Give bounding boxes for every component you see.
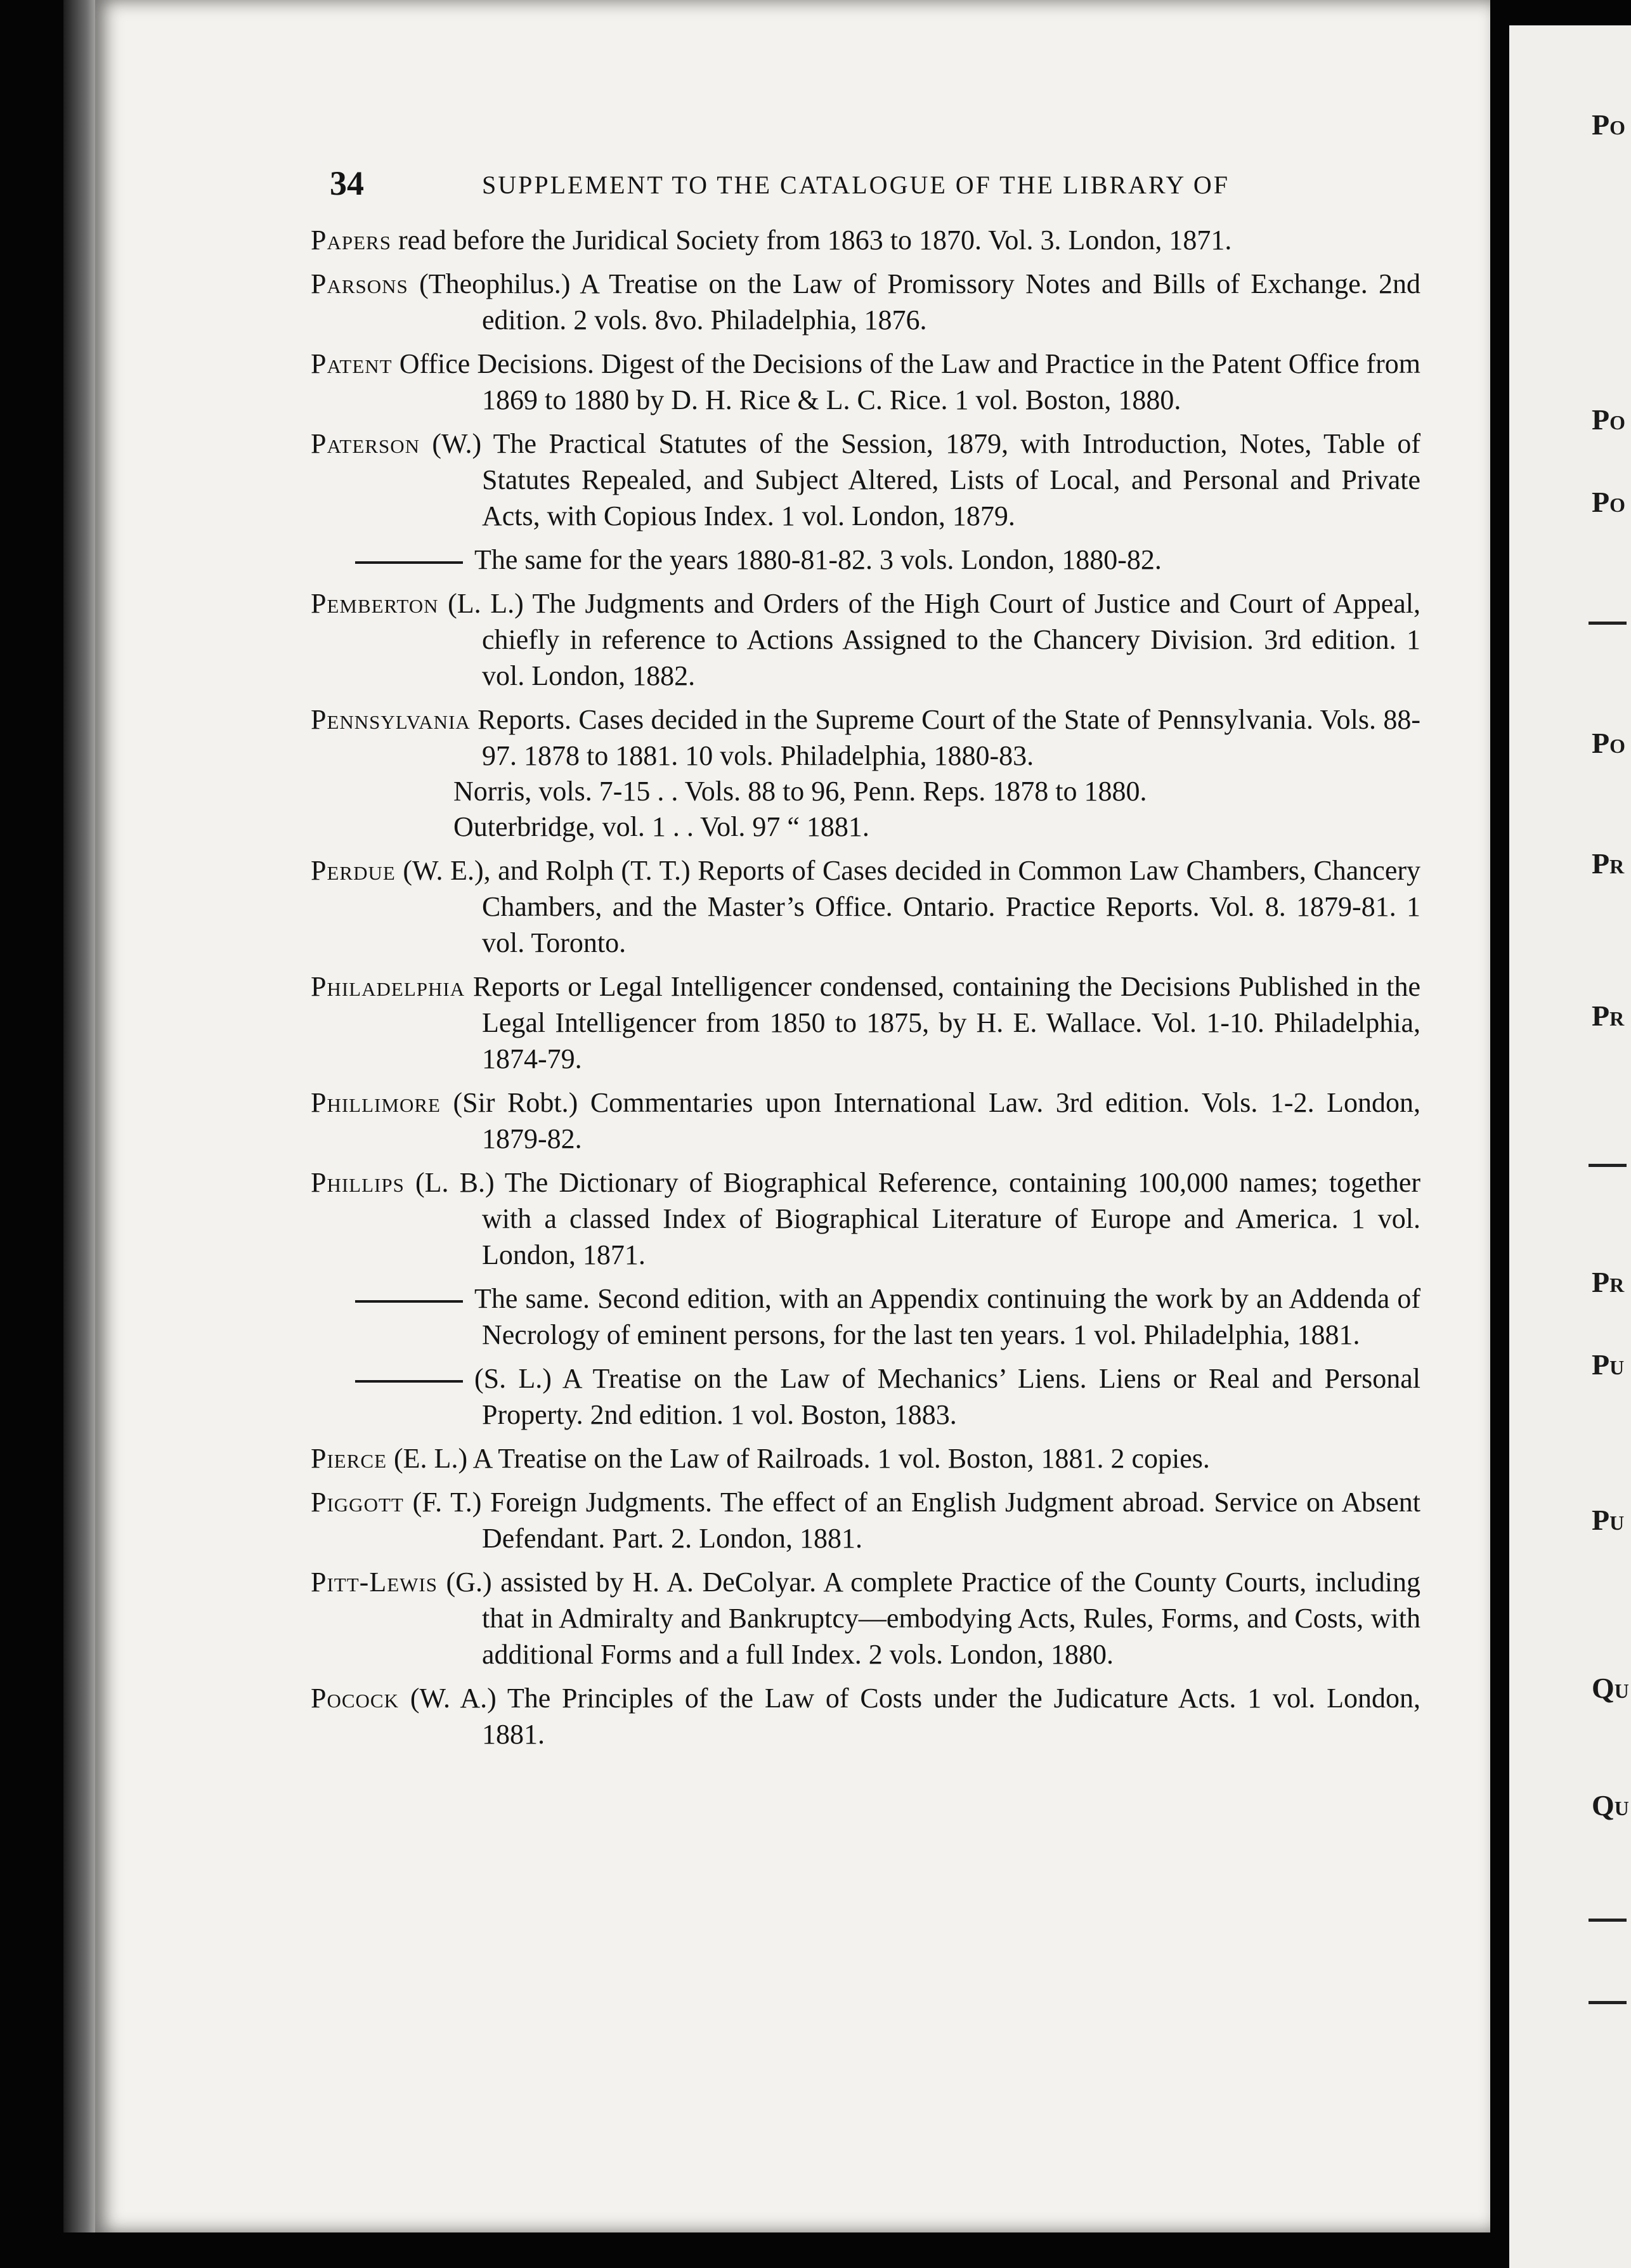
entry-text: (Sir Robt.) Commentaries upon International Law. 3rd edition. Vols. 1-2. London, 1879-82. <box>453 1087 1421 1154</box>
facing-page-fragment: Po <box>1592 403 1625 436</box>
catalogue-entry <box>311 1085 1420 1157</box>
continuation-entry <box>311 1360 1420 1433</box>
facing-page-fragment: Pu <box>1592 1504 1625 1536</box>
facing-page-rule <box>1589 1164 1627 1167</box>
entry-text: (L. B.) The Dictionary of Biographical Reference, containing 100,000 names; together with a classed Index of Biographical Literature of Europe and America. 1 vol. London, 1871. <box>415 1167 1421 1270</box>
catalogue-entry <box>311 1680 1420 1752</box>
continuation-entry <box>311 542 1420 578</box>
catalogue-entry <box>311 1440 1420 1476</box>
ditto-rule <box>355 1300 463 1303</box>
facing-page-rule <box>1589 1919 1627 1922</box>
entry-heading: Pitt-Lewis <box>311 1567 438 1598</box>
entry-heading: Paterson <box>311 428 420 459</box>
continuation-entry <box>311 1281 1420 1353</box>
catalogue-entry <box>311 426 1420 534</box>
facing-page-fragment: Qu <box>1592 1672 1629 1704</box>
entry-subline: Outerbridge, vol. 1 . . Vol. 97 “ 1881. <box>453 811 869 842</box>
facing-page-fragment: Pr <box>1592 1266 1625 1298</box>
entry-heading: Parsons <box>311 268 408 299</box>
entry-text: (S. L.) A Treatise on the Law of Mechanics’ Liens. Liens or Real and Personal Property. 2nd edition. 1 vol. Boston, 1883. <box>474 1363 1420 1430</box>
entry-text: Reports. Cases decided in the Supreme Court of the State of Pennsylvania. Vols. 88-97. 1878 to 1881. 10 vols. Philadelphia, 1880-83. <box>478 704 1421 771</box>
facing-page-fragment: Po <box>1592 108 1625 141</box>
entry-text: Office Decisions. Digest of the Decisions of the Law and Practice in the Patent Office from 1869 to 1880 by D. H. Rice & L. C. Rice. 1 vol. Boston, 1880. <box>399 348 1420 415</box>
catalogue-entry <box>311 1484 1420 1556</box>
entry-text: Reports or Legal Intelligencer condensed, containing the Decisions Published in the Legal Intelligencer from 1850 to 1875, by H. E. Wallace. Vol. 1-10. Philadelphia, 1874-79. <box>472 971 1421 1074</box>
entry-text: (W. E.), and Rolph (T. T.) Reports of Cases decided in Common Law Chambers, Chancery Chambers, and the Master’s Office. Ontario. Practice Reports. Vol. 8. 1879-81. 1 vol. Toronto. <box>403 855 1421 958</box>
entry-text: (L. L.) The Judgments and Orders of the High Court of Justice and Court of Appeal, chiefly in reference to Actions Assigned to the Chancery Division. 3rd edition. 1 vol. London, 1882. <box>448 588 1420 691</box>
catalogue-entry <box>311 222 1420 258</box>
facing-page-fragment: Pu <box>1592 1348 1625 1381</box>
catalogue-entry <box>311 968 1420 1077</box>
entry-text: (Theophilus.) A Treatise on the Law of Promissory Notes and Bills of Exchange. 2nd edition. 2 vols. 8vo. Philadelphia, 1876. <box>419 268 1420 336</box>
entry-heading: Perdue <box>311 855 396 886</box>
entry-text: (E. L.) A Treatise on the Law of Railroads. 1 vol. Boston, 1881. 2 copies. <box>394 1443 1210 1474</box>
entry-text: (F. T.) Foreign Judgments. The effect of an English Judgment abroad. Service on Absent Defendant. Part. 2. London, 1881. <box>412 1487 1420 1554</box>
catalogue-entry <box>311 1164 1420 1273</box>
page-header <box>330 164 1420 208</box>
catalogue-entry <box>311 852 1420 961</box>
catalogue-entry <box>311 266 1420 338</box>
facing-page-edge <box>1509 25 1631 2268</box>
facing-page-rule <box>1589 2001 1627 2004</box>
facing-page-fragment: Po <box>1592 486 1625 518</box>
entry-text: read before the Juridical Society from 1863 to 1870. Vol. 3. London, 1871. <box>398 225 1232 256</box>
entry-text: (G.) assisted by H. A. DeColyar. A complete Practice of the County Courts, including that in Admiralty and Bankruptcy—embodying Acts, Rules, Forms, and Costs, with additional Forms and a full Index. 2 vols. London, 1880. <box>446 1567 1420 1670</box>
ditto-rule <box>355 561 463 564</box>
entry-heading: Phillips <box>311 1167 405 1198</box>
entry-text: The same. Second edition, with an Appendix continuing the work by an Addenda of Necrology of eminent persons, for the last ten years. 1 vol. Philadelphia, 1881. <box>474 1283 1420 1350</box>
facing-page-fragment: Pr <box>1592 1000 1625 1032</box>
entry-heading: Patent <box>311 348 393 379</box>
ditto-rule <box>355 1380 463 1383</box>
facing-page-rule <box>1589 622 1627 625</box>
entry-heading: Pocock <box>311 1683 399 1714</box>
entry-heading: Philadelphia <box>311 971 465 1002</box>
catalogue-entry <box>311 1564 1420 1672</box>
entry-text: The same for the years 1880-81-82. 3 vols. London, 1880-82. <box>474 544 1162 575</box>
facing-page-fragment: Qu <box>1592 1789 1629 1822</box>
entry-heading: Pemberton <box>311 588 439 619</box>
entry-heading: Papers <box>311 225 391 256</box>
entry-heading: Pennsylvania <box>311 704 471 735</box>
page-number: 34 <box>330 164 364 202</box>
entry-text: (W. A.) The Principles of the Law of Costs under the Judicature Acts. 1 vol. London, 1881. <box>410 1683 1420 1750</box>
facing-page-fragment: Pr <box>1592 847 1625 880</box>
catalogue-entry <box>311 701 1420 845</box>
entry-text: (W.) The Practical Statutes of the Session, 1879, with Introduction, Notes, Table of Statutes Repealed, and Subject Altered, Lists of Local, and Personal and Private Acts, with Copious Index. 1 vol. London, 1879. <box>432 428 1421 531</box>
entry-heading: Pierce <box>311 1443 387 1474</box>
running-title: SUPPLEMENT TO THE CATALOGUE OF THE LIBRARY OF <box>482 171 1230 199</box>
entry-heading: Phillimore <box>311 1087 441 1118</box>
facing-page-fragment: Po <box>1592 727 1625 759</box>
catalogue-entry <box>311 585 1420 694</box>
entry-heading: Piggott <box>311 1487 404 1518</box>
catalogue-entry <box>311 346 1420 418</box>
catalogue-entries <box>311 222 1420 1760</box>
entry-subline: Norris, vols. 7-15 . . Vols. 88 to 96, Penn. Reps. 1878 to 1880. <box>453 776 1147 807</box>
